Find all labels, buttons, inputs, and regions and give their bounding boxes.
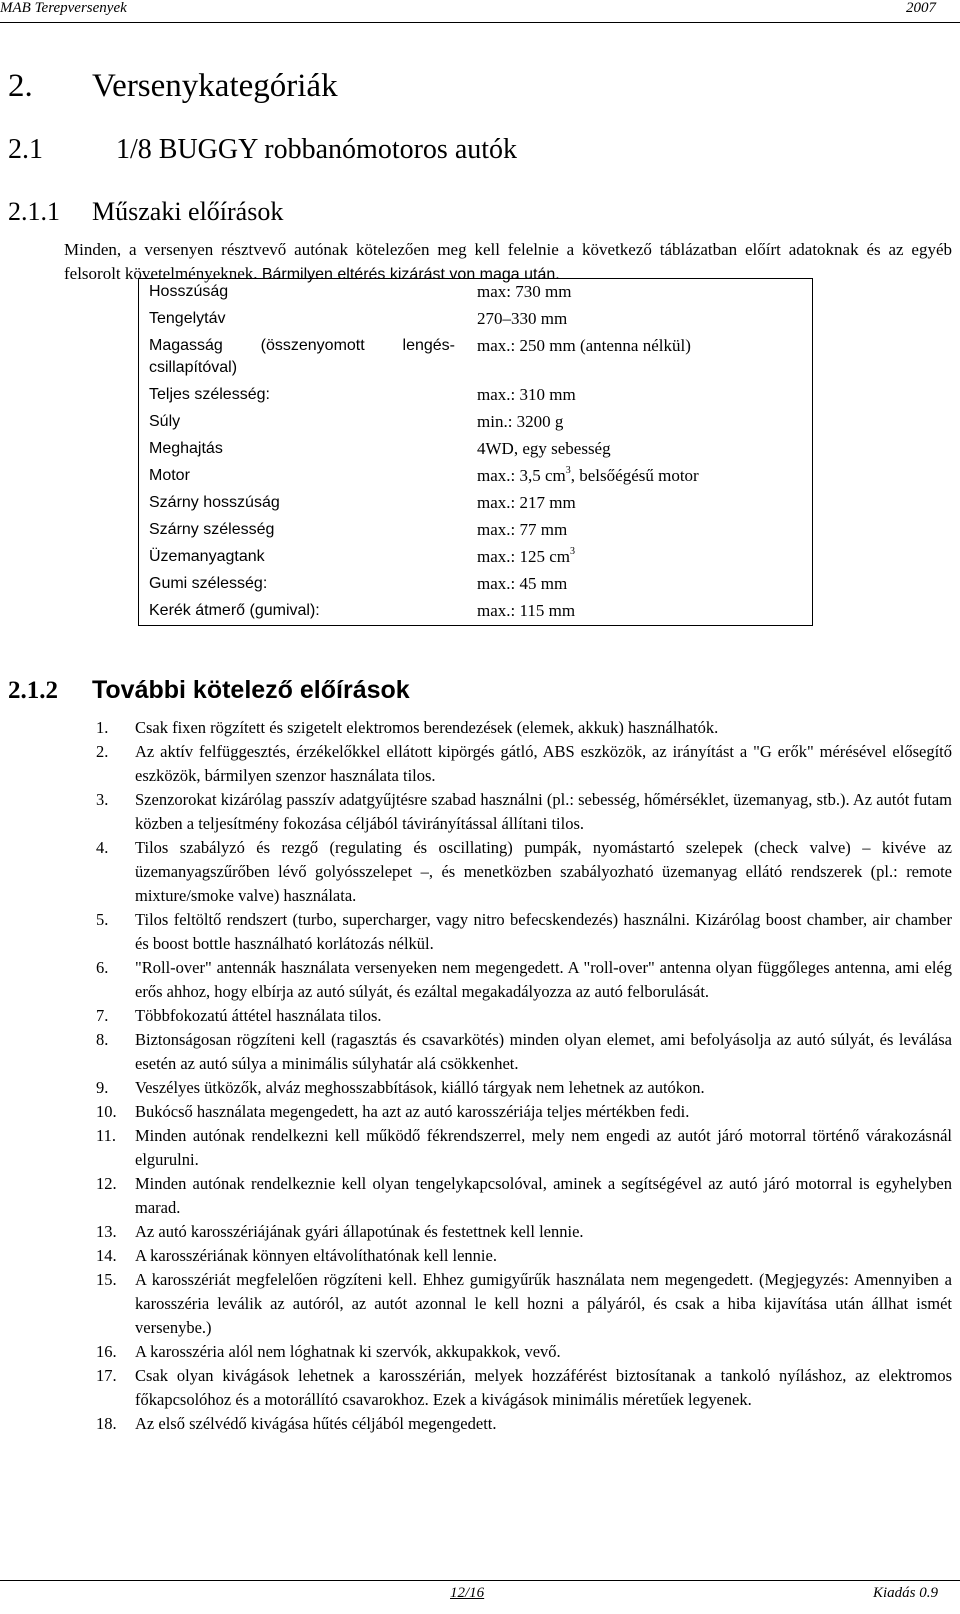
rule-number: 13. <box>96 1222 117 1241</box>
header-title: MAB Terepversenyek <box>0 0 127 16</box>
rule-text: Veszélyes ütközők, alváz meghosszabbítások, kiálló tárgyak nem lehetnek az autókon. <box>135 1078 705 1097</box>
spec-value: max.: 310 mm <box>477 385 576 404</box>
spec-value: max.: 217 mm <box>477 493 576 512</box>
rule-text: A karosszériát megfelelően rögzíteni kell. Ehhez gumigyűrűk használata nem megengedett. (Megjegyzés: Amennyiben a karosszéria leválik az autóról, az autót azonnal le kell hozni a pályáról, és csak a hiba kijavítása után állhat ismét versenybe.) <box>135 1270 952 1337</box>
spec-value: max.: 45 mm <box>477 574 568 593</box>
rule-number: 1. <box>96 718 109 737</box>
rule-text: Biztonságosan rögzíteni kell (ragasztás és csavarkötés) minden olyan elemet, ami befolyásolja az autó súlyát, és leválása esetén az autó súlya a minimális súlyhatár alá csökkenhet. <box>135 1030 952 1073</box>
subsubsection2-heading <box>8 676 410 705</box>
rule-number: 15. <box>96 1270 117 1289</box>
spec-value: max.: 250 mm (antenna nélkül) <box>477 336 691 355</box>
rule-text: Az autó karosszériájának gyári állapotúnak és festettnek kell lennie. <box>135 1222 584 1241</box>
rule-item <box>0 836 952 908</box>
subsubsection-title: Műszaki előírások <box>92 197 284 226</box>
rule-number: 7. <box>96 1006 109 1025</box>
rule-number: 6. <box>96 958 109 977</box>
spec-row <box>139 306 813 333</box>
rule-number: 14. <box>96 1246 117 1265</box>
rule-text: Többfokozatú áttétel használata tilos. <box>135 1006 382 1025</box>
rule-item <box>0 1124 952 1172</box>
rule-item <box>0 1340 952 1364</box>
page-number: 12/16 <box>450 1585 485 1601</box>
rule-text: Tilos feltöltő rendszert (turbo, supercharger, vagy nitro befecskendezés) használni. Kizárólag boost chamber, air chamber és boost bottle használható korlátozás nélkül. <box>135 910 952 953</box>
intro-text: Minden, a versenyen résztvevő autónak kötelezően meg kell felelnie a következő táblázatban előírt adatoknak és az egyéb felsorolt követelményeknek. <box>64 240 952 283</box>
rule-number: 2. <box>96 742 109 761</box>
subsubsection-heading <box>8 197 283 227</box>
spec-label: Tengelytáv <box>149 310 226 327</box>
section-title: Versenykategóriák <box>92 68 338 104</box>
rule-number: 17. <box>96 1366 117 1385</box>
rule-item <box>0 1268 952 1340</box>
spec-label: Teljes szélesség: <box>149 386 270 403</box>
spec-row <box>139 436 813 463</box>
rule-number: 3. <box>96 790 109 809</box>
subsection-title: 1/8 BUGGY robbanómotoros autók <box>116 134 518 165</box>
spec-value <box>463 463 813 490</box>
specs-table <box>138 278 813 626</box>
rule-text: A karosszéria alól nem lóghatnak ki szervók, akkupakkok, vevő. <box>135 1342 561 1361</box>
document-version: Kiadás 0.9 <box>872 1585 938 1601</box>
spec-row <box>139 279 813 307</box>
rule-text: Az első szélvédő kivágása hűtés céljából megengedett. <box>135 1414 497 1433</box>
rule-number: 5. <box>96 910 109 929</box>
intro-note: Bármilyen eltérés kizárást von maga után. <box>261 266 560 283</box>
page-header <box>0 0 960 23</box>
rule-number: 10. <box>96 1102 117 1121</box>
spec-row <box>139 598 813 626</box>
spec-row <box>139 463 813 490</box>
spec-value: 4WD, egy sebesség <box>477 439 611 458</box>
rule-item <box>0 716 952 740</box>
spec-label: Magasság (összenyomott lengés-csillapítóval) <box>149 337 455 376</box>
subsection-number: 2.1 <box>8 134 43 165</box>
rule-item <box>0 1220 952 1244</box>
spec-label: Szárny szélesség <box>149 521 275 538</box>
spec-row <box>139 571 813 598</box>
spec-row <box>139 517 813 544</box>
rule-number: 16. <box>96 1342 117 1361</box>
rule-text: A karosszériának könnyen eltávolíthatónak kell lennie. <box>135 1246 497 1265</box>
rule-number: 9. <box>96 1078 109 1097</box>
spec-row <box>139 333 813 382</box>
header-year: 2007 <box>906 0 936 16</box>
page-footer <box>0 1580 960 1614</box>
rule-text: Az aktív felfüggesztés, érzékelőkkel ellátott kipörgés gátló, ABS eszközök, az irányítást a "G erők" mérésével elősegítő eszközök, bármilyen szenzor használata tilos. <box>135 742 952 785</box>
rules-list <box>0 716 952 1436</box>
rule-item <box>0 1244 952 1268</box>
spec-row <box>139 409 813 436</box>
spec-value: max.: 77 mm <box>477 520 568 539</box>
spec-value-suffix: , belsőégésű motor <box>570 466 699 485</box>
rule-text: Szenzorokat kizárólag passzív adatgyűjtésre szabad használni (pl.: sebesség, hőmérséklet, üzemanyag, stb.). Az autót futam közben a teljesítmény fokozása céljából távirányítással állítani tilos. <box>135 790 952 833</box>
rule-item <box>0 788 952 836</box>
rule-item <box>0 1076 952 1100</box>
rule-item <box>0 1100 952 1124</box>
spec-value: 270–330 mm <box>477 309 568 328</box>
spec-label: Kerék átmerő (gumival): <box>149 602 320 619</box>
section-heading <box>8 68 338 105</box>
rule-item <box>0 740 952 788</box>
rule-number: 12. <box>96 1174 117 1193</box>
spec-label: Meghajtás <box>149 440 223 457</box>
subsubsection2-title: További kötelező előírások <box>92 676 410 704</box>
rule-number: 11. <box>96 1126 117 1145</box>
spec-value: max.: 115 mm <box>477 601 576 620</box>
rule-text: "Roll-over" antennák használata versenyeken nem megengedett. A "roll-over" antenna olyan függőleges antenna, ami elég erős ahhoz, hogy elbírja az autó súlyát, és ezáltal megakadályozza az autó felborulását. <box>135 958 952 1001</box>
subsection-heading <box>8 134 517 166</box>
rule-item <box>0 908 952 956</box>
spec-row <box>139 382 813 409</box>
rule-text: Tilos szabályzó és rezgő (regulating és oscillating) pumpák, nyomástartó szelepek (check valve) – kivéve az üzemanyagszűrőben lévő golyósszelepet –, és menetközben szabályozható üzemanyag ellátó rendszerek (pl.: remote mixture/smoke valve) használata. <box>135 838 952 905</box>
rule-text: Bukócső használata megengedett, ha azt az autó karosszériája teljes mértékben fedi. <box>135 1102 690 1121</box>
subsubsection2-number: 2.1.2 <box>8 677 58 704</box>
subsubsection-number: 2.1.1 <box>8 197 60 226</box>
rule-item <box>0 1172 952 1220</box>
spec-row <box>139 544 813 571</box>
rule-text: Minden autónak rendelkezni kell működő fékrendszerrel, mely nem engedi az autót járó motorral történő várakozásnál elgurulni. <box>135 1126 952 1169</box>
spec-label: Motor <box>149 467 190 484</box>
spec-label: Súly <box>149 413 181 430</box>
rule-text: Csak olyan kivágások lehetnek a karosszérián, melyek hozzáférést biztosítanak a tankoló nyíláshoz, az elektromos főkapcsolóhoz és a motorállító csavarokhoz. Ezek a kivágások minimális méretűek legyenek. <box>135 1366 952 1409</box>
spec-value: max: 730 mm <box>477 282 572 301</box>
spec-value-text: max.: 125 cm <box>477 547 571 566</box>
spec-value-exponent: 3 <box>570 546 576 557</box>
spec-label: Üzemanyagtank <box>149 548 265 565</box>
rule-text: Csak fixen rögzített és szigetelt elektromos berendezések (elemek, akkuk) használhatók. <box>135 718 719 737</box>
spec-value-text: max.: 3,5 cm <box>477 466 566 485</box>
rule-item <box>0 1004 952 1028</box>
spec-row <box>139 490 813 517</box>
spec-value-exponent: 3 <box>565 465 571 476</box>
spec-value: min.: 3200 g <box>477 412 564 431</box>
rule-text: Minden autónak rendelkeznie kell olyan tengelykapcsolóval, aminek a segítségével az autó járó motorral is egyhelyben marad. <box>135 1174 952 1217</box>
spec-label: Gumi szélesség: <box>149 575 268 592</box>
rule-number: 8. <box>96 1030 109 1049</box>
specs-table-body <box>139 279 813 626</box>
rule-item <box>0 956 952 1004</box>
rule-number: 18. <box>96 1414 117 1433</box>
section-number: 2. <box>8 68 33 104</box>
spec-label: Hosszúság <box>149 283 229 300</box>
rule-item <box>0 1364 952 1412</box>
spec-value <box>463 544 813 571</box>
rule-item <box>0 1028 952 1076</box>
spec-label: Szárny hosszúság <box>149 494 280 511</box>
rule-item <box>0 1412 952 1436</box>
rule-number: 4. <box>96 838 109 857</box>
